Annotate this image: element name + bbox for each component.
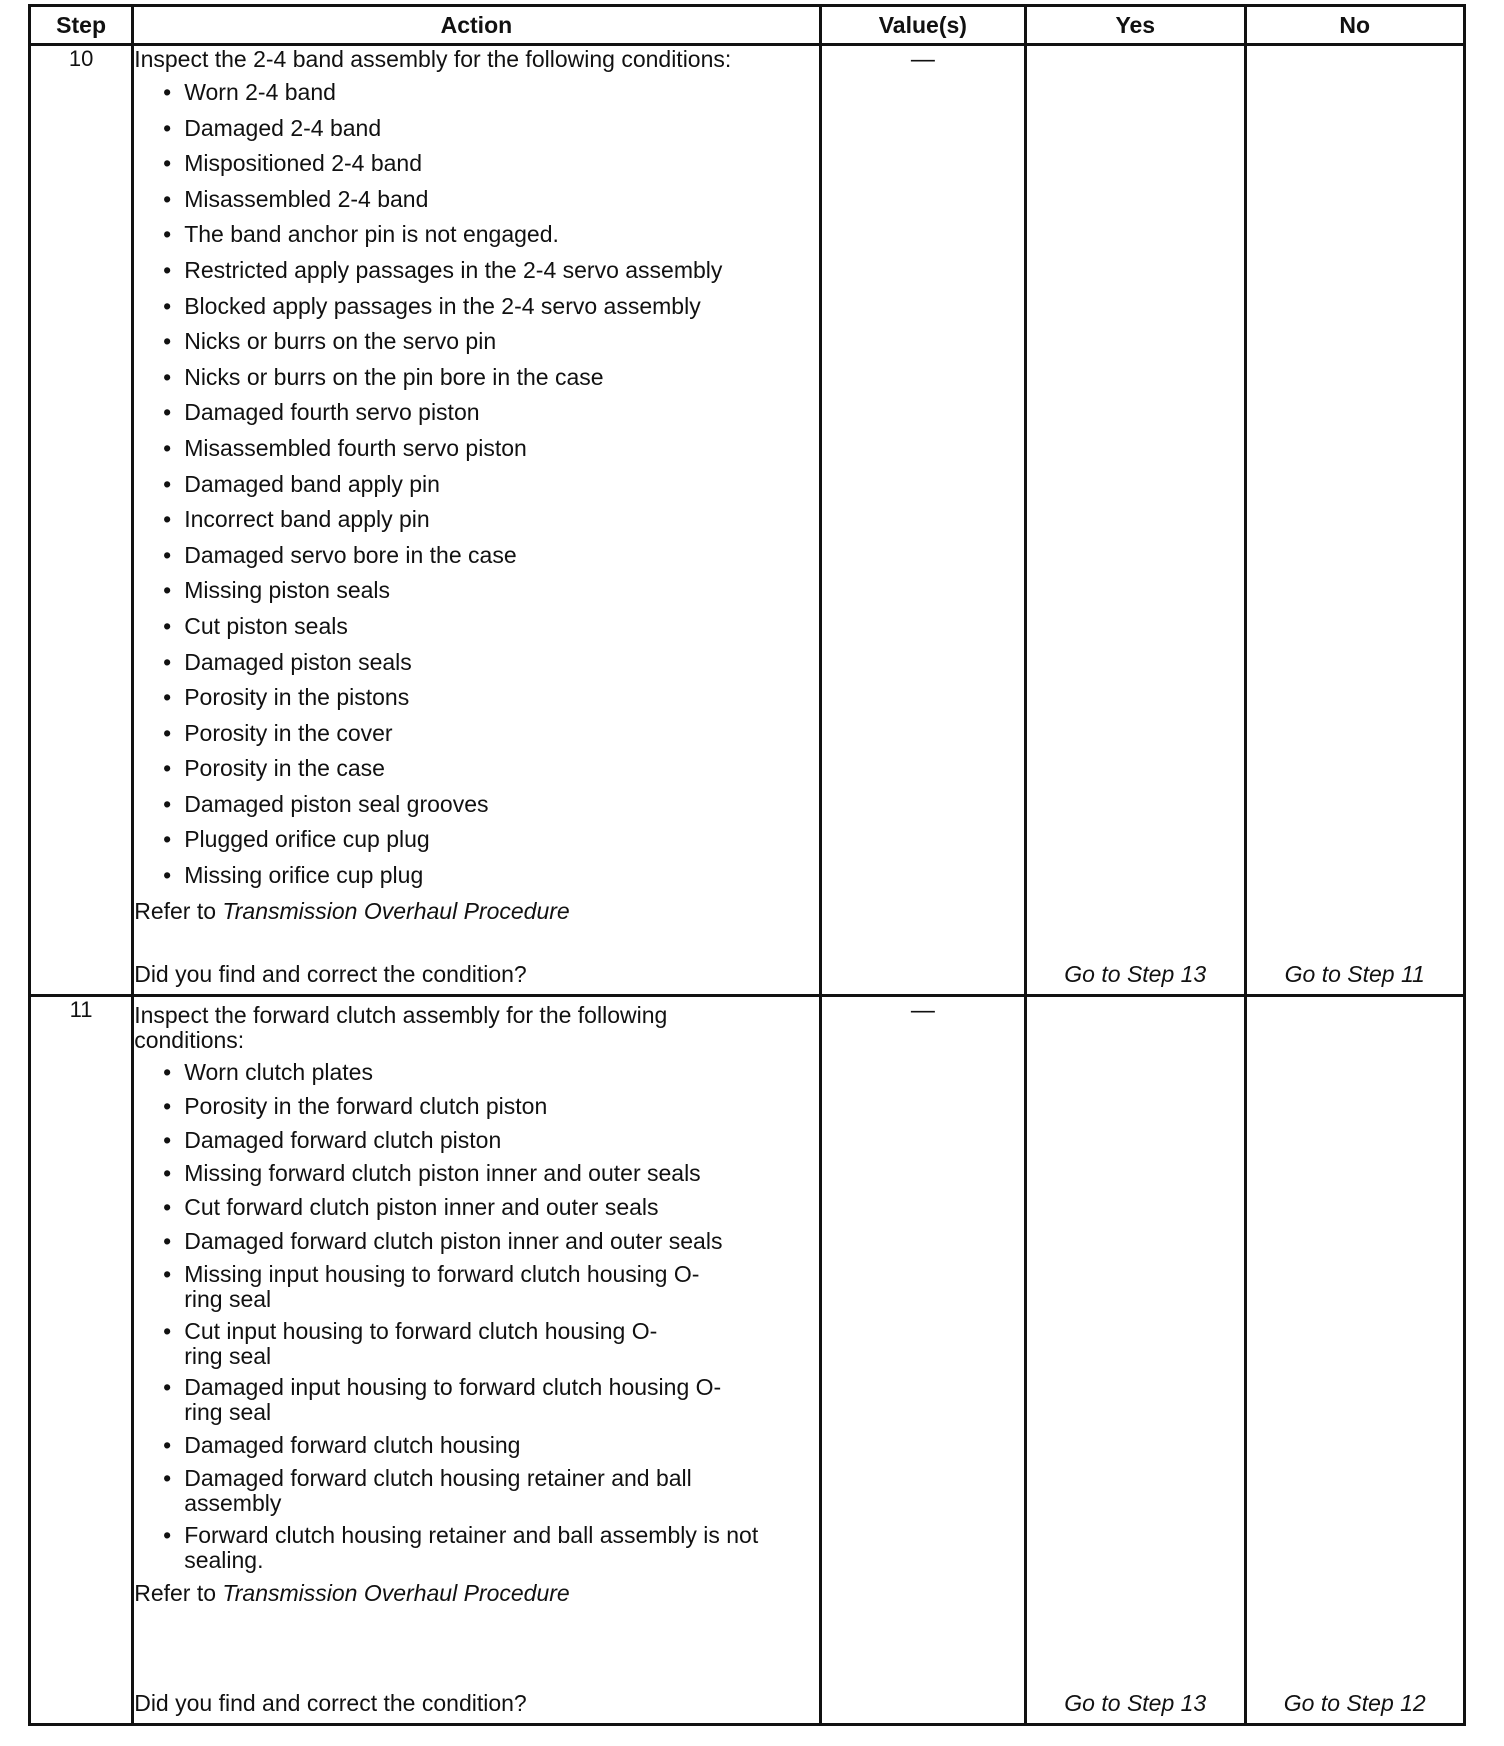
list-item <box>160 791 818 818</box>
goto-no-link[interactable]: Go to Step 12 <box>1283 1690 1426 1716</box>
condition-text: Cut input housing to forward clutch housing O-ring seal <box>184 1317 658 1369</box>
condition-text: Worn clutch plates <box>184 1059 373 1085</box>
condition-text: Damaged fourth servo piston <box>184 399 480 426</box>
list-item <box>160 1262 704 1312</box>
bullet-icon: • <box>163 719 172 746</box>
condition-text: Restricted apply passages in the 2-4 servo assembly <box>184 256 723 283</box>
bullet-icon: • <box>163 1260 172 1287</box>
condition-text: Porosity in the case <box>184 755 385 782</box>
list-item <box>160 79 818 106</box>
no-cell <box>1245 996 1465 1725</box>
condition-text: Cut piston seals <box>184 612 348 639</box>
bullet-icon: • <box>163 755 172 782</box>
condition-text: Misassembled fourth servo piston <box>184 434 527 461</box>
list-item <box>160 862 818 889</box>
list-item <box>160 613 818 640</box>
bullet-icon: • <box>163 292 172 319</box>
condition-text: Incorrect band apply pin <box>184 506 430 533</box>
list-item <box>160 684 818 711</box>
list-item <box>160 649 818 676</box>
condition-text: Damaged forward clutch piston <box>184 1126 502 1153</box>
bullet-icon: • <box>163 684 172 711</box>
question-text: Did you find and correct the condition? <box>134 1690 527 1716</box>
step-number: 11 <box>30 996 133 1725</box>
bullet-icon: • <box>163 1126 172 1153</box>
bullet-icon: • <box>163 862 172 889</box>
list-item <box>160 364 818 391</box>
action-cell <box>133 996 820 1725</box>
condition-text: Missing orifice cup plug <box>184 862 424 889</box>
condition-text: Nicks or burrs on the pin bore in the case <box>184 363 604 390</box>
bullet-icon: • <box>163 1374 172 1401</box>
bullet-icon: • <box>163 826 172 853</box>
header-step: Step <box>30 6 133 45</box>
bullet-icon: • <box>163 150 172 177</box>
list-item <box>160 755 818 782</box>
bullet-icon: • <box>163 1092 172 1119</box>
condition-text: Cut forward clutch piston inner and outer seals <box>184 1194 659 1221</box>
condition-text: Damaged piston seal grooves <box>184 790 489 817</box>
bullet-icon: • <box>163 541 172 568</box>
list-item <box>160 1228 818 1255</box>
condition-text: Blocked apply passages in the 2-4 servo assembly <box>184 292 701 319</box>
bullet-icon: • <box>163 577 172 604</box>
no-cell <box>1245 45 1465 996</box>
bullet-icon: • <box>163 790 172 817</box>
bullet-icon: • <box>163 399 172 426</box>
list-item <box>160 328 818 355</box>
condition-text: Porosity in the cover <box>184 719 393 746</box>
question-text: Did you find and correct the condition? <box>134 961 527 987</box>
condition-list <box>134 79 818 889</box>
list-item <box>160 1432 818 1459</box>
bullet-icon: • <box>163 1227 172 1254</box>
list-item <box>160 506 818 533</box>
values-cell: — <box>820 996 1025 1725</box>
bullet-icon: • <box>163 221 172 248</box>
condition-text: Damaged input housing to forward clutch housing O-ring seal <box>184 1374 722 1426</box>
action-cell <box>133 45 820 996</box>
bullet-icon: • <box>163 328 172 355</box>
condition-text: Damaged servo bore in the case <box>184 541 517 568</box>
bullet-icon: • <box>163 648 172 675</box>
bullet-icon: • <box>163 506 172 533</box>
header-row <box>30 6 1465 45</box>
list-item <box>160 471 818 498</box>
bullet-icon: • <box>163 363 172 390</box>
bullet-icon: • <box>163 185 172 212</box>
list-item <box>160 150 818 177</box>
procedure-link[interactable]: Transmission Overhaul Procedure <box>222 897 570 924</box>
step-number: 10 <box>30 45 133 996</box>
goto-yes-link[interactable]: Go to Step 13 <box>1064 961 1207 987</box>
list-item <box>160 1523 774 1573</box>
yes-cell <box>1026 45 1245 996</box>
list-item <box>160 1375 724 1425</box>
list-item <box>160 542 818 569</box>
header-values: Value(s) <box>820 6 1025 45</box>
refer-line <box>134 898 818 925</box>
bullet-icon: • <box>163 79 172 105</box>
list-item <box>160 1466 744 1516</box>
condition-text: The band anchor pin is not engaged. <box>184 221 559 248</box>
bullet-icon: • <box>163 1521 172 1548</box>
refer-line <box>134 1580 818 1607</box>
bullet-icon: • <box>163 612 172 639</box>
bullet-icon: • <box>163 434 172 461</box>
list-item <box>160 399 818 426</box>
condition-text: Damaged forward clutch piston inner and outer seals <box>184 1227 723 1254</box>
condition-text: Plugged orifice cup plug <box>184 826 430 853</box>
refer-prefix: Refer to <box>134 1579 217 1606</box>
table-row <box>30 45 1465 996</box>
list-item <box>160 1127 818 1154</box>
condition-text: Missing forward clutch piston inner and outer seals <box>184 1160 701 1187</box>
bullet-icon: • <box>163 114 172 141</box>
condition-text: Mispositioned 2-4 band <box>184 150 423 177</box>
condition-list <box>134 1059 818 1573</box>
bullet-icon: • <box>163 1432 172 1459</box>
action-intro: Inspect the forward clutch assembly for the following conditions: <box>134 1002 668 1053</box>
header-yes: Yes <box>1026 6 1245 45</box>
list-item <box>160 1059 818 1086</box>
condition-text: Damaged piston seals <box>184 648 412 675</box>
list-item <box>160 1160 818 1187</box>
goto-no-link[interactable]: Go to Step 11 <box>1284 961 1425 987</box>
condition-text: Porosity in the forward clutch piston <box>184 1092 548 1119</box>
bullet-icon: • <box>163 470 172 497</box>
values-cell: — <box>820 45 1025 996</box>
goto-yes-link[interactable]: Go to Step 13 <box>1064 1690 1207 1716</box>
table-row <box>30 996 1465 1725</box>
list-item <box>160 115 818 142</box>
condition-text: Nicks or burrs on the servo pin <box>184 328 497 355</box>
header-action: Action <box>133 6 820 45</box>
list-item <box>160 1319 664 1369</box>
bullet-icon: • <box>163 1317 172 1344</box>
list-item <box>160 293 818 320</box>
diagnostic-table <box>28 4 1466 1726</box>
yes-cell <box>1026 996 1245 1725</box>
list-item <box>160 435 818 462</box>
condition-text: Forward clutch housing retainer and ball assembly is not sealing. <box>184 1521 759 1573</box>
bullet-icon: • <box>163 1464 172 1491</box>
list-item <box>160 826 818 853</box>
list-item <box>160 221 818 248</box>
bullet-icon: • <box>163 1160 172 1187</box>
condition-text: Damaged forward clutch housing retainer and ball assembly <box>184 1464 692 1516</box>
list-item <box>160 577 818 604</box>
condition-text: Damaged 2-4 band <box>184 114 382 141</box>
list-item <box>160 1093 818 1120</box>
list-item <box>160 1194 818 1221</box>
list-item <box>160 257 818 284</box>
condition-text: Worn 2-4 band <box>184 79 336 105</box>
refer-prefix: Refer to <box>134 897 217 924</box>
bullet-icon: • <box>163 1194 172 1221</box>
condition-text: Missing input housing to forward clutch housing O-ring seal <box>184 1260 700 1312</box>
list-item <box>160 720 818 747</box>
list-item <box>160 186 818 213</box>
condition-text: Missing piston seals <box>184 577 391 604</box>
header-no: No <box>1245 6 1465 45</box>
bullet-icon: • <box>163 256 172 283</box>
condition-text: Porosity in the pistons <box>184 684 410 711</box>
condition-text: Damaged band apply pin <box>184 470 440 497</box>
condition-text: Misassembled 2-4 band <box>184 185 429 212</box>
action-intro: Inspect the 2-4 band assembly for the following conditions: <box>134 46 732 72</box>
bullet-icon: • <box>163 1059 172 1085</box>
procedure-link[interactable]: Transmission Overhaul Procedure <box>222 1579 570 1606</box>
condition-text: Damaged forward clutch housing <box>184 1432 521 1459</box>
